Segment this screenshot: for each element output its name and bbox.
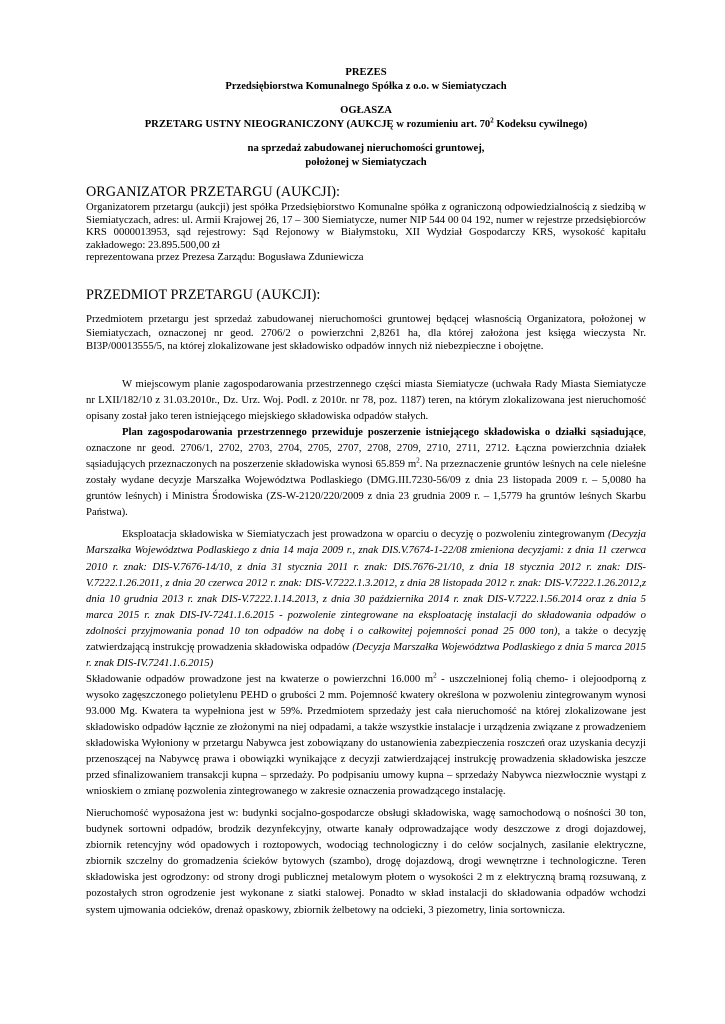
header-auction-type bbox=[86, 118, 646, 132]
header-company: Przedsiębiorstwa Komunalnego Spółka z o.o. w Siemiatyczach bbox=[225, 81, 507, 92]
header-auction-type-a: PRZETARG USTNY NIEOGRANICZONY (AUKCJĘ w rozumieniu art. 70 bbox=[144, 119, 491, 130]
subject-body bbox=[86, 376, 646, 918]
storage-text-b: - uszczelnionej folią chemo- i olejoodporną z wysoko zagęszczonego polietylenu PEHD o grubości 2 mm. Pojemność kwatery określona w pozwoleniu zintegrowanym wynosi 93.000 Mg. Kwatera ta wypełniona jest w 59%. Przedmiotem sprzedaży jest cała nieruchomość na której zlokalizowane jest składowisko odpadów łącznie ze złożonymi na niej odpadami, a także wszystkie instalacje i urządzenia związane z prowadzeniem składowiska Wyłoniony w przetargu Nabywca jest zobowiązany do ustanowienia zabezpieczenia roszczeń oraz uzyskania decyzji przenoszącej na Nabywcę prawa i obowiązki wynikające z decyzji zatwierdzającej instrukcję prowadzenia składowiska jeszcze przed sfinalizowaniem transakcji kupna – sprzedaży. Po podpisaniu umowy kupna – sprzedaży Nabywca niezwłocznie wystąpi z wnioskiem o zmianę pozwolenia zintegrowanego w zakresie oznaczenia prowadzącego instalację. bbox=[86, 672, 646, 798]
header-subject-line2: położonej w Siemiatyczach bbox=[305, 157, 427, 168]
extension-text-b: . Na przeznaczenie gruntów leśnych na cele nieleśne zostały wydane decyzje Marszałka Województwa Podlaskiego (DMG.III.7230-56/09 z dnia 23 listopada 2009 r. – 5,0080 ha gruntów leśnych) i Ministra Środowiska (ZS-W-2120/220/2009 z dnia 23 grudnia 2009 r. – 1,5779 ha gruntów leśnych Skarbu Państwa). bbox=[86, 458, 646, 519]
subject-heading: PRZEDMIOT PRZETARGU (AUKCJI): bbox=[86, 287, 321, 303]
header-subject-line1: na sprzedaż zabudowanej nieruchomości gruntowej, bbox=[247, 143, 485, 154]
operation-text-b: a także o decyzję zatwierdzającą instrukcję prowadzenia składowiska odpadów bbox=[86, 624, 646, 653]
header-auction-sup: 2 bbox=[490, 116, 494, 125]
storage-paragraph bbox=[86, 671, 646, 799]
header-title: PREZES bbox=[345, 67, 387, 78]
organizer-text: Organizatorem przetargu (aukcji) jest spółka Przedsiębiorstwo Komunalne spółka z ograniczoną odpowiedzialnością z siedzibą w Siemiatyczach, adres: ul. Armii Krajowej 26, 17 – 300 Siemiatycze, numer NIP 544 00 04 192, numer w rejestrze przedsiębiorców KRS 0000013953, sąd rejestrowy: Sąd Rejonowy w Białymstoku, XII Wydział Gospodarczy KRS, wysokość kapitału zakładowego: 23.895.500,00 zł bbox=[86, 201, 646, 251]
subject-paragraph-1: Przedmiotem przetargu jest sprzedaż zabudowanej nieruchomości gruntowej będącej własnością Organizatora, położonej w Siemiatyczach, oznaczonej nr geod. 2706/2 o powierzchni 2,8261 ha, dla której założona jest księga wieczysta Nr. BI3P/00013555/5, na której zlokalizowane jest składowisko odpadów innych niż niebezpieczne i obojętne. bbox=[86, 313, 646, 353]
zoning-plan-paragraph: W miejscowym planie zagospodarowania przestrzennego części miasta Siemiatycze (uchwała Rady Miasta Siemiatycze nr LXII/182/10 z 31.03.2010r., Dz. Urz. Woj. Podl. z 2010r. nr 78, poz. 1187) teren, na którym zlokalizowana jest nieruchomość opisany został jako teren istniejącego miejskiego składowiska odpadów stałych. bbox=[86, 378, 646, 423]
organizer-representative: reprezentowana przez Prezesa Zarządu: Bogusława Zduniewicza bbox=[86, 251, 364, 263]
operation-text-a: Eksploatacja składowiska w Siemiatyczach jest prowadzona w oparciu o decyzję o pozwoleniu zintegrowanym bbox=[122, 528, 609, 541]
extension-paragraph bbox=[86, 424, 646, 520]
organizer-section bbox=[86, 201, 646, 264]
header-announces: OGŁASZA bbox=[340, 105, 392, 116]
extension-text-a: , oznaczone nr geod. 2706/1, 2702, 2703, 2704, 2705, 2707, 2708, 2709, 2710, 2711, 2712. Łączna powierzchnia działek sąsiadujących przeznaczonych na poszerzenie składowiska wynosi 65.859 m bbox=[86, 426, 646, 471]
equipment-paragraph: Nieruchomość wyposażona jest w: budynki socjalno-gospodarcze obsługi składowiska, wagę samochodową o nośności 30 ton, budynek sortowni odpadów, brodzik dezynfekcyjny, otwarte kanały odprowadzające wody deszczowe z drogi dojazdowej, zbiornik retencyjny wód opadowych i roztopowych, wodociąg technologiczny i do celów socjalnych, zasilanie elektryczne, zbiornik szczelny do gromadzenia ścieków bytowych (szambo), drogę dojazdową, drogi wewnętrzne i technologiczne. Teren składowiska jest ogrodzony: od strony drogi publicznej metalowym płotem o wysokości 2 m z elektryczną bramą rozsuwaną, z pozostałych stron ogrodzenie jest wykonane z siatki stalowej. Ponadto w skład instalacji do składowania odpadów wchodzi system ujmowania odcieków, drenaż opaskowy, zbiornik żelbetowy na odcieki, 3 piezometry, linia sortownicza. bbox=[86, 807, 646, 916]
storage-sup: 2 bbox=[433, 671, 437, 680]
organizer-heading: ORGANIZATOR PRZETARGU (AUKCJI): bbox=[86, 184, 340, 200]
extension-bold: Plan zagospodarowania przestrzennego przewiduje poszerzenie istniejącego składowiska o działki sąsiadujące bbox=[122, 426, 644, 439]
header-auction-type-b: Kodeksu cywilnego) bbox=[493, 119, 588, 130]
subject-intro bbox=[86, 313, 646, 354]
operation-instruction-italic: (Decyzja Marszałka Województwa Podlaskiego z dnia 5 marca 2015 r. znak DIS-IV.7241.1.6.2015) bbox=[86, 640, 646, 669]
extension-sup: 2 bbox=[416, 456, 420, 465]
announcement-header bbox=[86, 66, 646, 170]
operation-paragraph bbox=[86, 526, 646, 670]
operation-permit-italic: (Decyzja Marszałka Województwa Podlaskiego z dnia 14 maja 2009 r., znak DIS.V.7674-1-22/08 zmieniona decyzjami: z dnia 11 czerwca 2010 r. znak: DIS-V.7676-14/10, z dnia 31 stycznia 2011 r. znak: DIS.7676-21/10, z dnia 18 stycznia 2012 r. znak: DIS-V.7222.1.26.2011, z dnia 20 czerwca 2012 r. znak: DIS-V.7222.1.3.2012, z dnia 28 listopada 2012 r. znak: DIS-V.7222.1.26.2012,z dnia 10 grudnia 2013 r. znak DIS-V.7222.1.14.2013, z dnia 30 października 2014 r. znak DIS-V.7222.1.56.2014 oraz z dnia 5 marca 2015 r. znak DIS-IV-7241.1.6.2015 - pozwolenie zintegrowane na eksploatację instalacji do składowania odpadów o zdolności przyjmowania ponad 10 ton odpadów na dobę i o całkowitej pojemności ponad 25 000 ton), bbox=[86, 528, 646, 637]
storage-text-a: Składowanie odpadów prowadzone jest na kwaterze o powierzchni 16.000 m bbox=[86, 672, 434, 685]
